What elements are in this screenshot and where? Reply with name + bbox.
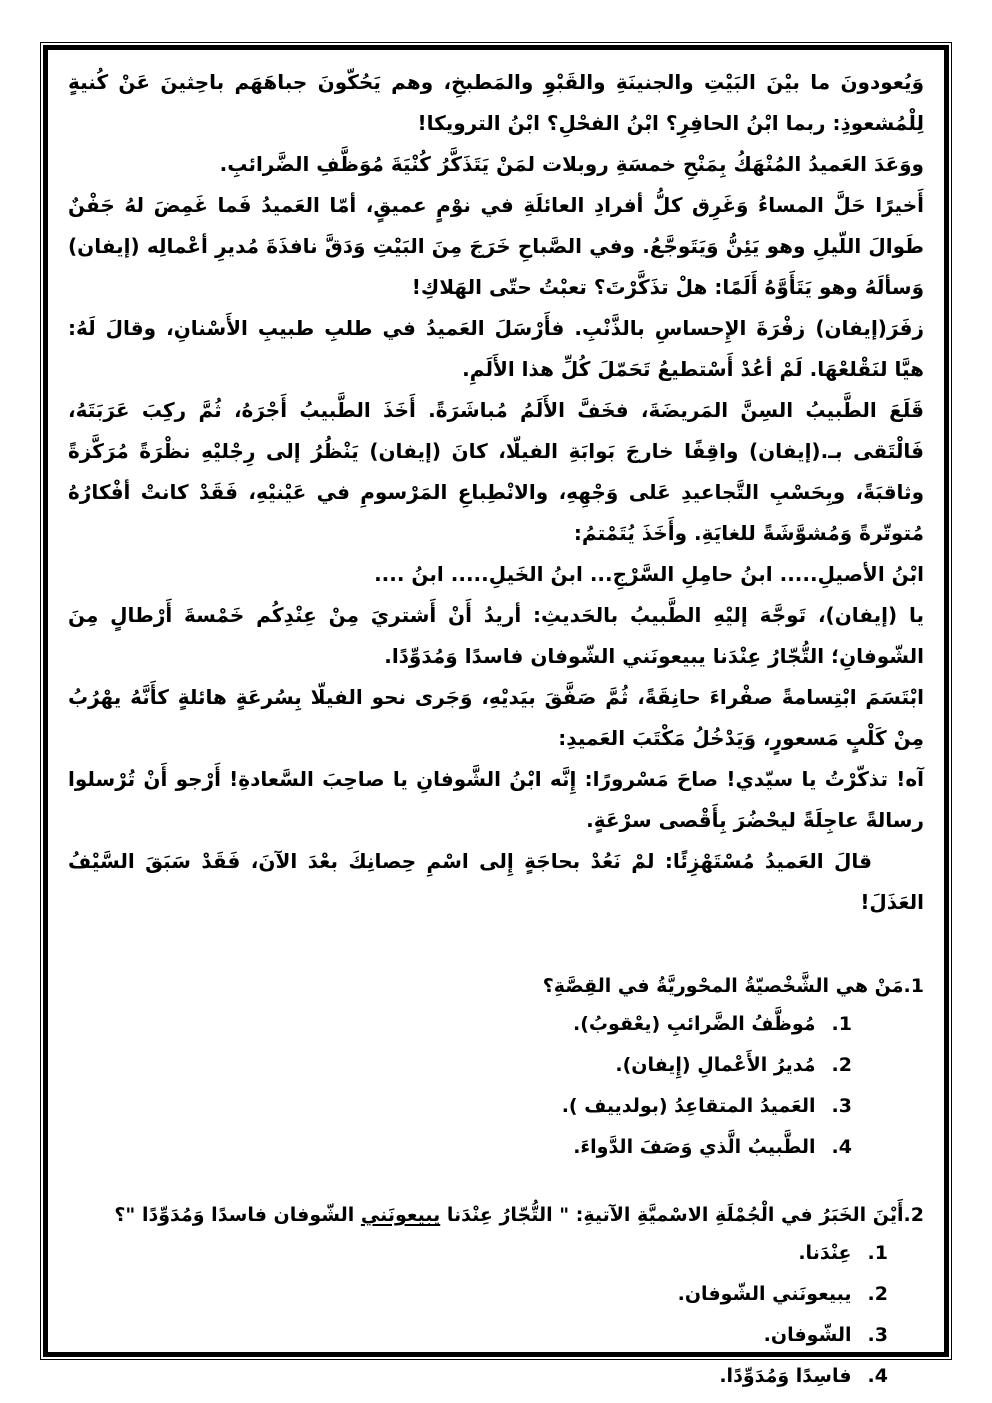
option-number: 1. bbox=[831, 1013, 852, 1035]
question-2-option-4 bbox=[68, 1363, 888, 1389]
story-paragraph: وَيُعودونَ ما بيْنَ البَيْتِ والجنينَةِ والقَبْوِ والمَطبخِ، وهم يَحُكّونَ جباهَهَم باحِثينَ عَنْ كُنيةٍ لِلْمُشعوذِ: ربما ابْنُ الحافِرِ؟ ابْنُ الفحْلِ؟ ابْنُ الترويكا! bbox=[68, 70, 924, 135]
option-label: مُوظَّفُ الضَّرائبِ (يعْقوبُ). bbox=[573, 1013, 816, 1035]
question-2-underlined-word: يبيعونَني bbox=[360, 1204, 441, 1226]
option-number: 2. bbox=[867, 1283, 888, 1305]
option-label: الطَّبيبُ الَّذي وَصَفَ الدَّواءَ. bbox=[573, 1136, 816, 1158]
option-label: مُديرُ الأَعْمالِ (إِيفان). bbox=[615, 1054, 816, 1076]
option-number: 4. bbox=[831, 1136, 852, 1158]
question-1-title: 1.مَنْ هي الشَّخْصيّةُ المحْوريَّةُ في القِصَّةِ؟ bbox=[542, 975, 924, 997]
story-section bbox=[68, 62, 924, 923]
story-paragraph: أَخيرًا حَلَّ المساءُ وَغَرِق كلُّ أفرادِ العائلَةِ في نوْمٍ عميقٍ، أمّا العَميدُ فَما غَمِضَ لهُ جَفْنٌ طَوالَ اللّيلِ وهو يَئِنُّ وَيَتَوجَّعُ. وفي الصَّباحِ خَرَجَ مِنَ البَيْتِ وَدَقَّ نافذَةَ مُديرِ أعْمالِه (إيفان) وَسألَهُ وهو يَتَأَوَّهُ أَلَمًا: هلْ تذَكَّرْتَ؟ تعبْتُ حتّى الهَلاكِ! bbox=[68, 193, 924, 299]
question-1-options bbox=[68, 1011, 924, 1160]
question-2-title-prefix: 2.أَيْنَ الخَبَرُ في الْجُمْلَةِ الاسْميَّةِ الآتيةِ: " التُّجّارُ عِنْدَنا bbox=[440, 1204, 924, 1226]
story-paragraph: ابْتَسَمَ ابْتِسامةً صفْراءَ حانِقَةً، ثُمَّ صَفَّقَ بيَديْهِ، وَجَرى نحو الفيلّا بِسُرعَةٍ هائلةٍ كأَنَّهُ يهْرُبُ مِنْ كَلْبٍ مَسعورٍ، وَيَدْخُلُ مَكْتَبَ العَميدِ: bbox=[68, 685, 924, 750]
story-paragraph: قالَ العَميدُ مُسْتَهْزِئًا: لمْ نَعُدْ بحاجَةٍ إِلى اسْمِ حِصانِكَ بعْدَ الآنَ، فَقَدْ سَبَقَ السَّيْفُ العَذَلَ! bbox=[68, 849, 924, 914]
option-label: فاسِدًا وَمُدَوِّدًا. bbox=[719, 1365, 852, 1387]
question-1-option-4 bbox=[68, 1134, 852, 1160]
question-2-option-2 bbox=[68, 1281, 888, 1307]
option-number: 3. bbox=[867, 1324, 888, 1346]
question-2-title bbox=[68, 1200, 924, 1230]
question-2-title-suffix: الشّوفان فاسدًا وَمُدَوِّدًا "؟ bbox=[114, 1204, 361, 1226]
questions-section bbox=[68, 971, 924, 1389]
page-border-frame bbox=[40, 42, 952, 1387]
option-label: العَميدُ المتقاعِدُ (بولدييف ). bbox=[561, 1095, 816, 1117]
option-number: 3. bbox=[831, 1095, 852, 1117]
option-label: يبيعونَني الشّوفان. bbox=[677, 1283, 852, 1305]
question-2 bbox=[68, 1200, 924, 1389]
question-2-option-1 bbox=[68, 1240, 888, 1266]
option-label: الشّوفان. bbox=[763, 1324, 852, 1346]
option-number: 4. bbox=[867, 1365, 888, 1387]
question-1 bbox=[68, 971, 924, 1160]
question-1-option-1 bbox=[68, 1011, 852, 1037]
question-1-option-2 bbox=[68, 1052, 852, 1078]
page-border-inner bbox=[43, 45, 949, 1387]
story-paragraph: قَلَعَ الطَّبيبُ السِنَّ المَريضَةَ، فخَفَّ الأَلَمُ مُباشَرَةً. أَخَذَ الطَّبيبُ أَجْرَهُ، ثُمَّ ركِبَ عَرَبَتَهُ، فَالْتَقى بـ.(إيفان) واقِفًا خارجَ بَوابَةِ الفيلّا، كانَ (إيفان) يَنْظُرُ إلى رِجْليْهِ نظْرَةً مُرَكَّزةً وثاقبَةً، وبِحَسْبِ التَّجاعيدِ عَلى وَجْهِهِ، والانْطِباعِ المَرْسومِ في عَيْنيْهِ، فَقَدْ كانتْ أفْكارُهُ مُتوتّرةً وَمُشوَّشَةً للغايَةِ. وأَخَذَ يُتَمْتمُ: bbox=[68, 398, 924, 545]
story-paragraph: زفَرَ(إيفان) زفْرَةَ الإِحساسِ بالذَّنْبِ. فأَرْسَلَ العَميدُ في طلبِ طبيبِ الأَسْنانِ، وقالَ لَهُ: هيَّا لنَقْلعْهَا. لَمْ أعُدْ أَسْتطيعُ تَحَمّلَ كُلِّ هذا الأَلَمِ. bbox=[68, 316, 924, 381]
question-2-option-3 bbox=[68, 1322, 888, 1348]
story-paragraph: ووَعَدَ العَميدُ المُنْهَكُ بِمَنْحِ خمسَةِ روبلات لمَنْ يَتَذَكَّرُ كُنْيَةَ مُوَظَّفِ الضَّرائبِ. bbox=[219, 152, 924, 176]
story-paragraph: ابْنُ الأصيلِ..... ابنُ حامِلِ السَّرْجِ... ابنُ الخَيلِ..... ابنُ .... bbox=[374, 562, 924, 586]
option-label: عِنْدَنا. bbox=[798, 1242, 852, 1264]
option-number: 1. bbox=[867, 1242, 888, 1264]
story-paragraph: آه! تذكّرْتُ يا سيّدي! صاحَ مَسْرورًا: إِنَّه ابْنُ الشَّوفانِ يا صاحِبَ السَّعادةِ! أَرْجو أَنْ تُرْسلوا رسالةً عاجِلَةً ليحْضُرَ بِأَقْصى سرْعَةٍ. bbox=[68, 767, 924, 832]
story-paragraph: يا (إيفان)، تَوجَّهَ إليْهِ الطَّبيبُ بالحَديثِ: أريدُ أَنْ أَشتريَ مِنْ عِنْدِكُم خَمْسةَ أَرْطالٍ مِنَ الشّوفانِ؛ التُّجّارُ عِنْدَنا يبيعونَني الشّوفان فاسدًا وَمُدَوِّدًا. bbox=[68, 603, 924, 668]
question-1-option-3 bbox=[68, 1093, 852, 1119]
question-2-options bbox=[68, 1240, 924, 1389]
option-number: 2. bbox=[831, 1054, 852, 1076]
